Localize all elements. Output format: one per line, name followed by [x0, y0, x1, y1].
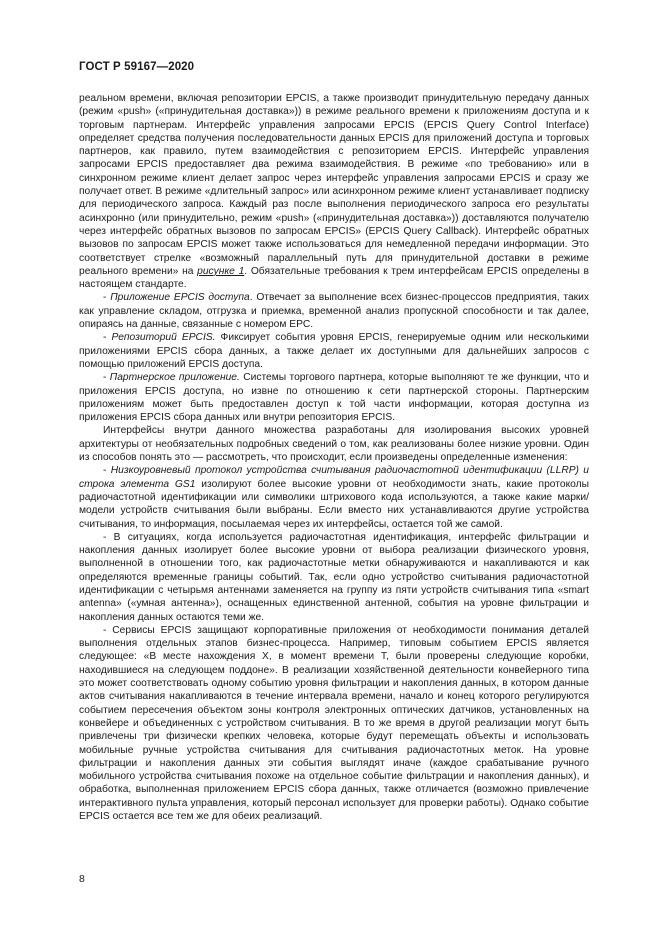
term: Приложение EPCIS доступа [110, 292, 250, 304]
paragraph-text: Фиксирует события уровня EPCIS, генерируемые одним или несколькими приложениями EPCIS сбора данных, а также делает их доступными для дальнейших запросов с помощью приложений EPCIS доступа. [79, 332, 590, 370]
standard-header: ГОСТ Р 59167—2020 [79, 61, 195, 73]
list-dash: - [103, 332, 112, 344]
body-text [79, 92, 589, 823]
paragraph-text: изолируют более высокие уровни от необходимости знать, какие протоколы радиочастотной идентификации или символики штрихового кода используются, а также какие марки/модели устройств считывания были выбраны. Если вместо них устанавливаются другие устройства считывания, то информация, посылаемая через их интерфейсы, остается той же самой. [79, 478, 589, 530]
page-number: 8 [79, 873, 85, 885]
paragraph-text: Системы торгового партнера, которые выполняют те же функции, что и приложения EPCIS доступа, но извне по отношению к сети партнерской стороны. Партнерским приложениям может быть предоставлен доступ к той части информации, которая доступна из приложения EPCIS сбора данных или внутри репозитория EPCIS. [79, 372, 590, 424]
list-dash: - [103, 292, 111, 304]
term: Партнерское приложение. [109, 372, 240, 384]
paragraph [79, 464, 589, 530]
paragraph [79, 371, 589, 424]
paragraph [79, 531, 589, 624]
list-dash: - [103, 624, 113, 636]
list-dash: - [103, 372, 110, 384]
paragraph-text: . Отвечает за выполнение всех бизнес-процессов предприятия, таких как управление складом, отгрузка и приемка, временной анализ пропускной способности и так далее, опираясь на данные, связанные с номером EPC. [79, 292, 589, 331]
paragraph [79, 331, 589, 371]
paragraph-text: реальном времени, включая репозитории EPCIS, а также производит принудительную передачу данных (режим «push» («принудительная доставка»)) в режиме реального времени к приложениям доступа и к торговым партнерам. Интерфейс управления запросами EPCIS (EPCIS Query Control Interface) определяет средства получения последовательности данных EPCIS для приложений доступа и торговых партнеров, как правило, путем взаимодействия с репозиторием EPCIS. Интерфейс управления запросами EPCIS предоставляет два режима взаимодействия. В режиме «по требованию» или в синхронном режиме клиент делает запрос через интерфейс управления запросами EPCIS и сразу же получает ответ. В режиме «длительный запрос» или асинхронном режиме клиент устанавливает подписку для периодического запроса. Каждый раз после выполнения периодического запроса его результаты асинхронно (или принудительно, режим «push» («принудительная доставка»)) доставляются получателю через интерфейс обратных вызовов по запросам EPCIS» (EPCIS Query Callback). Интерфейс обратных вызовов по запросам EPCIS может также использоваться для немедленной передачи информации. Это соответствует стрелке «возможный параллельный путь для принудительной доставки в режиме реального времени» на [79, 93, 589, 277]
paragraph-text: Сервисы EPCIS защищают корпоративные приложения от необходимости понимания деталей выполнения отдельных этапов бизнес-процесса. Например, типовым событием EPCIS является следующее: «В месте нахождения X, в момент времени T, были проверены следующие коробки, находившиеся на следующем поддоне». В реализации хозяйственной деятельности конвейерного типа это может соответствовать одному событию уровня фильтрации и накопления данных, в котором данные актов считывания накапливаются в течение интервала времени, начало и конец которого регулируются событием пересечения объектом зоны контроля электронных оптических датчиков, установленных на конвейере и объединенных с устройством считывания. В то же время в другой реализации могут быть привлечены три физически крепких человека, которые будут перемещать объекты и использовать мобильные ручные устройства считывания для считывания радиочастотных меток. На уровне фильтрации и накопления данных эти события выглядят иначе (каждое срабатывание ручного мобильного устройства считывания похоже на отдельное событие фильтрации и накопления данных), и обработка, выполненная приложением EPCIS сбора данных, также отличается (возможно привлечение интерактивного пульта управления, который персонал использует для проверки работы). Однако событие EPCIS остается все тем же для обеих реализаций. [79, 624, 589, 823]
term: Низкоуровневый протокол устройства считывания радиочастотной идентификации (LLRP) и строка элемента GS1 [79, 465, 589, 490]
paragraph-text: . Обязательные требования к трем интерфейсам EPCIS определены в настоящем стандарте. [79, 265, 590, 291]
paragraph [79, 624, 589, 823]
paragraph [79, 92, 589, 291]
paragraph-text: В ситуациях, когда используется радиочастотная идентификация, интерфейс фильтрации и накопления данных изолирует более высокие уровни от выбора реализации физического уровня, выполненной в отношении того, как радиочастотные метки обнаруживаются и накапливаются и как определяются временные границы событий. Так, если одно устройство считывания радиочастотной идентификации с четырьмя антеннами заменяется на группу из пяти устройств считывания типа «smart antenna» («умная антенна»), оснащенных единственной антенной, события на уровне фильтрации и накопления данных остаются теми же. [79, 531, 589, 623]
list-dash: - [103, 465, 111, 477]
list-dash: - [103, 531, 114, 543]
figure-link[interactable]: рисунке 1 [197, 265, 245, 277]
paragraph: Интерфейсы внутри данного множества разработаны для изолирования высоких уровней архитектуры от необязательных подробных сведений о том, как реализованы более низкие уровни. Один из способов понять это — рассмотреть, что происходит, если произведены определенные изменения: [79, 425, 589, 464]
term: Репозиторий EPCIS. [111, 332, 216, 344]
paragraph [79, 291, 589, 331]
